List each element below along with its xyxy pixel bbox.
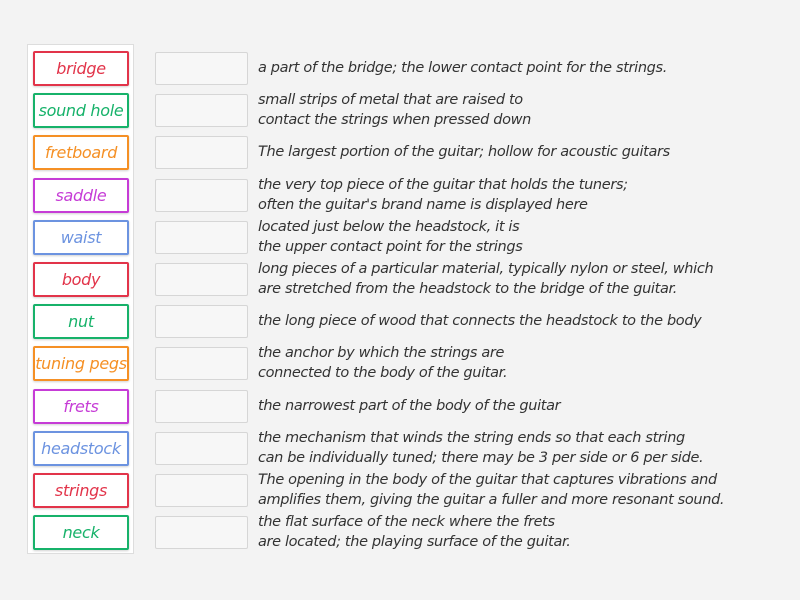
word-tile[interactable]: strings [33,473,129,508]
answer-drop-box[interactable] [155,94,248,127]
definition-line: the upper contact point for the strings [258,238,523,255]
definition-line: the long piece of wood that connects the headstock to the body [258,313,702,330]
word-tile[interactable]: tuning pegs [33,346,129,381]
definition-line: can be individually tuned; there may be 3 per side or 6 per side. [258,449,704,466]
definition-line: are stretched from the headstock to the bridge of the guitar. [258,281,678,297]
definition-text [258,48,798,88]
word-tile[interactable]: sound hole [33,93,129,128]
definition-line: small strips of metal that are raised to [258,92,523,109]
word-tile[interactable]: headstock [33,431,129,466]
definition-line: are located; the playing surface of the guitar. [258,534,571,551]
answer-drop-box[interactable] [155,179,248,212]
definition-text [258,175,798,215]
answer-drop-box[interactable] [155,347,248,380]
answer-drop-box[interactable] [155,516,248,549]
definition-text [258,386,798,426]
answer-drop-box[interactable] [155,221,248,254]
definition-line: contact the strings when pressed down [258,112,531,129]
definition-line: The opening in the body of the guitar that captures vibrations and [258,472,717,488]
definition-line: connected to the body of the guitar. [258,365,508,382]
definition-line: long pieces of a particular material, typically nylon or steel, which [258,261,714,277]
definition-line: the anchor by which the strings are [258,345,505,362]
answer-drop-box[interactable] [155,305,248,338]
definition-line: the very top piece of the guitar that holds the tuners; [258,176,628,193]
definition-text [258,217,798,257]
definition-line: the flat surface of the neck where the frets [258,514,555,531]
definition-line: the narrowest part of the body of the guitar [258,397,561,414]
answer-drop-box[interactable] [155,136,248,169]
answer-drop-box[interactable] [155,52,248,85]
word-tile[interactable]: bridge [33,51,129,86]
word-bank [27,44,134,554]
word-tile[interactable]: fretboard [33,135,129,170]
word-tile[interactable]: waist [33,220,129,255]
definition-text [258,428,798,468]
word-tile[interactable]: frets [33,389,129,424]
answer-drop-box[interactable] [155,263,248,296]
answer-drop-box[interactable] [155,390,248,423]
definition-line: located just below the headstock, it is [258,218,520,235]
definition-text [258,301,798,341]
word-tile[interactable]: saddle [33,178,129,213]
definition-text [258,259,798,299]
definition-text [258,90,798,130]
definition-line: The largest portion of the guitar; hollow for acoustic guitars [258,144,670,161]
word-tile[interactable]: body [33,262,129,297]
definition-text [258,470,798,510]
word-tile[interactable]: neck [33,515,129,550]
answer-drop-box[interactable] [155,432,248,465]
definition-line: amplifies them, giving the guitar a fuller and more resonant sound. [258,492,725,508]
definition-line: often the guitar's brand name is displayed here [258,196,588,213]
definition-text [258,512,798,552]
definition-text [258,132,798,172]
answer-drop-box[interactable] [155,474,248,507]
definition-text [258,343,798,383]
definition-line: the mechanism that winds the string ends so that each string [258,429,685,446]
definition-line: a part of the bridge; the lower contact point for the strings. [258,60,668,76]
word-tile[interactable]: nut [33,304,129,339]
